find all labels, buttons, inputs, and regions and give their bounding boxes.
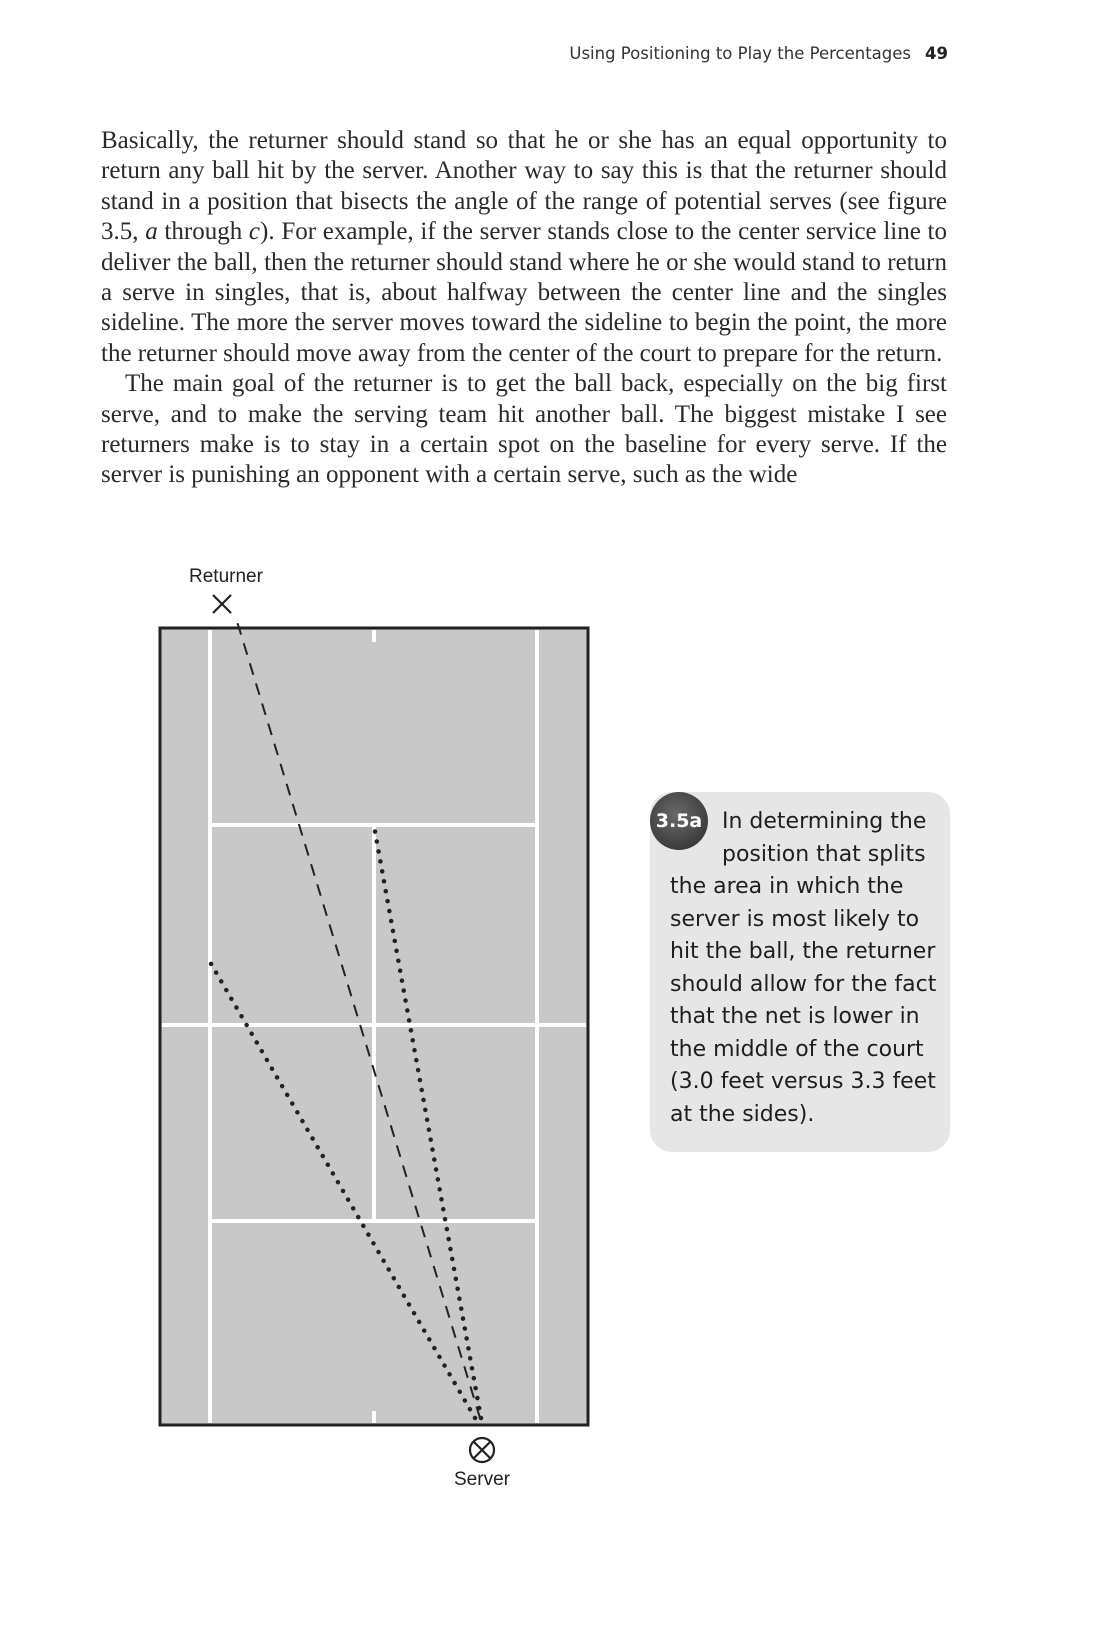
figure-ref-a: a	[145, 218, 158, 246]
paragraph-1-part-2: ). For example, if the server stands close to the center service line to deliver the ball, then the returner should stand where he or she would stand to return a serve in singles, that is, about halfway between the center line and the singles sideline. The more the server moves toward the sideline to begin the point, the more the returner should move away from the center of the court to prepare for the return.	[101, 218, 948, 367]
server-marker-icon	[470, 1438, 494, 1462]
returner-label: Returner	[189, 566, 263, 587]
paragraph-2: The main goal of the returner is to get the ball back, especially on the big first serve, and to make the serving team hit another ball. The biggest mistake I see returners make is to stay in a certain spot on the baseline for every serve. If the server is punishing an opponent with a certain serve, such as the wide	[101, 370, 947, 489]
returner-marker-icon	[213, 595, 231, 613]
running-title: Using Positioning to Play the Percentages	[569, 44, 912, 63]
page-number: 49	[925, 44, 948, 63]
figure-number-badge: 3.5a	[650, 792, 708, 850]
figure-ref-c: c	[248, 218, 261, 246]
paragraph-1-part-1: Basically, the returner should stand so that he or she has an equal opportunity to return any ball hit by the server. Another way to say this is that the returner should stand in a position that bisects the angle of the range of potential serves (see figure 3.5,	[101, 127, 947, 246]
server-label: Server	[454, 1469, 510, 1490]
figure-ref-through: through	[157, 218, 249, 246]
figure-caption-text: In determining the position that splits the area in which the server is most likely to hit the ball, the returner should allow for the fact that the net is lower in the middle of the court (3.0 feet versus 3.3 feet at the sides).	[670, 809, 937, 1127]
